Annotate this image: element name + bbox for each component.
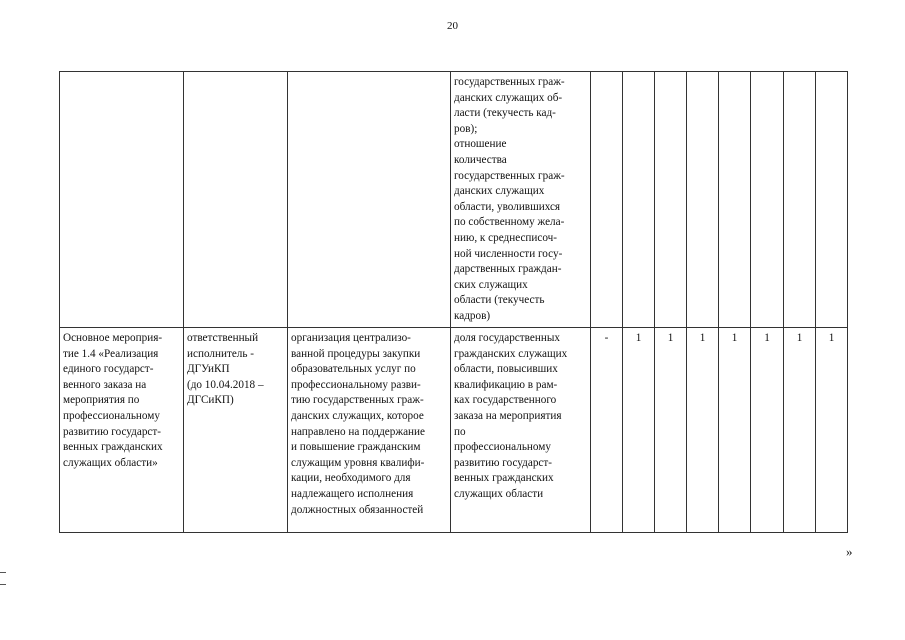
value-cell: 1 [623, 328, 655, 533]
activity-cell [60, 72, 184, 328]
value-cell: 1 [655, 328, 687, 533]
executor-cell: ответственный исполнитель - ДГУиКП (до 10.04.2018 – ДГСиКП) [184, 328, 288, 533]
value-cell: 1 [816, 328, 848, 533]
value-cell [719, 72, 751, 328]
content-cell: организация централизо- ванной процедуры закупки образовательных услуг по профессиональному разви- тию государственных граж- данских служащих, которое направлено на поддержание и повышение гражданским служащим уровня квалифи- кации, необходимого для надлежащего исполнения должностных обязанностей [288, 328, 451, 533]
activity-cell: Основное мероприя- тие 1.4 «Реализация единого государст- венного заказа на мероприятия по профессиональному развитию государст- венных гражданских служащих области» [60, 328, 184, 533]
program-activities-table [59, 71, 848, 533]
value-cell: 1 [719, 328, 751, 533]
value-cell [655, 72, 687, 328]
indicator-cell: государственных граж- данских служащих об- ласти (текучесть кад- ров); отношение количества государственных граж- данских служащих области, уволившихся по собственному жела- нию, к среднесписоч- ной численности госу- дарственных граждан- ских служащих области (текучесть кадров) [451, 72, 591, 328]
value-cell [751, 72, 784, 328]
indicator-cell: доля государственных гражданских служащих области, повысивших квалификацию в рам- ках государственного заказа на мероприятия по профессиональному развитию государст- венных гражданских служащих области [451, 328, 591, 533]
value-cell [784, 72, 816, 328]
value-cell [591, 72, 623, 328]
value-cell: 1 [751, 328, 784, 533]
margin-mark [0, 584, 6, 585]
table-row [60, 328, 848, 533]
value-cell: 1 [687, 328, 719, 533]
page-number: 20 [447, 20, 458, 32]
value-cell: 1 [784, 328, 816, 533]
value-cell [623, 72, 655, 328]
margin-mark [0, 572, 6, 573]
content-cell [288, 72, 451, 328]
value-cell: - [591, 328, 623, 533]
table-row [60, 72, 848, 328]
value-cell [687, 72, 719, 328]
value-cell [816, 72, 848, 328]
closing-quote: » [846, 544, 853, 559]
executor-cell [184, 72, 288, 328]
